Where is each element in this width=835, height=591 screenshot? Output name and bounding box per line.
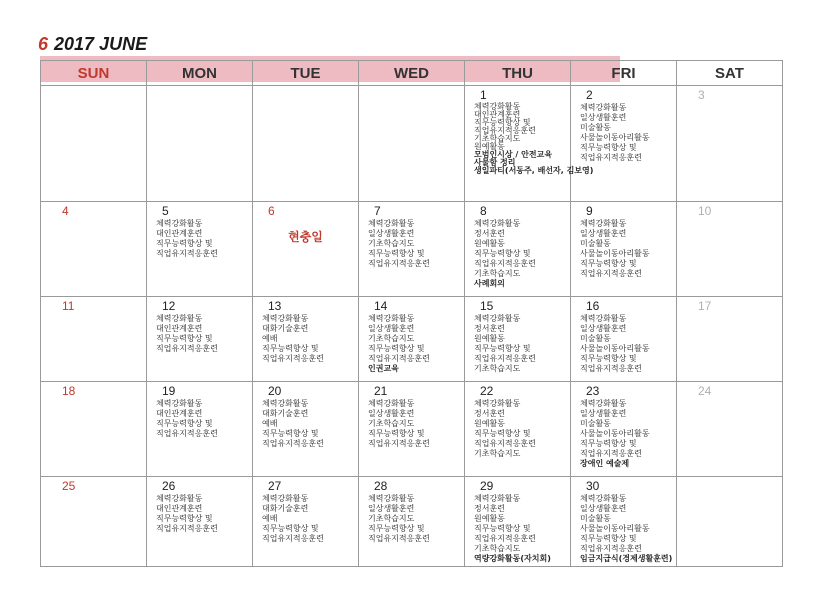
activity-item: 체력강화활동 [474, 102, 521, 111]
activity-item: 기초학습지도 [474, 449, 521, 458]
activity-item: 직업유지적응훈련 [580, 153, 642, 162]
day-cell [465, 477, 571, 567]
day-cell [571, 86, 677, 202]
activity-item: 사물놀이동아리활동 [580, 524, 650, 533]
activity-item: 직업유지적응훈련 [580, 544, 642, 553]
activity-list [256, 399, 355, 449]
day-cell [147, 86, 253, 202]
week-row [41, 86, 783, 202]
day-cell [253, 382, 359, 477]
week-row [41, 382, 783, 477]
activity-item: 직무능력향상 및 [156, 419, 213, 428]
weekday-header-wed: WED [359, 61, 465, 86]
activity-item: 직업유지적응훈련 [580, 449, 642, 458]
activity-item: 인권교육 [368, 364, 399, 373]
day-cell [253, 202, 359, 297]
activity-item: 기초학습지도 [368, 334, 415, 343]
activity-list [150, 494, 249, 534]
activity-item: 원예활동 [474, 142, 505, 151]
day-number: 25 [62, 479, 76, 493]
activity-item: 원예활동 [474, 514, 505, 523]
activity-item: 역량강화활동(자치회) [474, 554, 551, 563]
day-number: 12 [162, 299, 176, 313]
day-cell [677, 477, 783, 567]
activity-item: 직무능력향상 및 [262, 524, 319, 533]
activity-item: 일상생활훈련 [580, 229, 627, 238]
day-cell [571, 202, 677, 297]
activity-item: 직업유지적응훈련 [580, 269, 642, 278]
activity-item: 생일파티(서동주, 배선자, 김보영) [474, 166, 594, 175]
activity-item: 직업유지적응훈련 [474, 354, 536, 363]
activity-item: 직업유지적응훈련 [474, 126, 536, 135]
day-number: 23 [586, 384, 600, 398]
day-number: 13 [268, 299, 282, 313]
day-cell [147, 202, 253, 297]
activity-item: 사물놀이동아리활동 [580, 133, 650, 142]
activity-list [150, 219, 249, 259]
day-cell [41, 297, 147, 382]
day-number: 10 [698, 204, 712, 218]
activity-item: 미술활동 [580, 514, 611, 523]
day-number: 22 [480, 384, 494, 398]
activity-item: 미술활동 [580, 334, 611, 343]
weekday-header-fri: FRI [571, 61, 677, 86]
activity-item: 대인관계훈련 [156, 504, 203, 513]
day-number: 27 [268, 479, 282, 493]
activity-item: 체력강화활동 [368, 494, 415, 503]
activity-item: 체력강화활동 [580, 399, 627, 408]
activity-item: 사물함 정리 [474, 158, 516, 167]
day-number: 15 [480, 299, 494, 313]
activity-item: 직업유지적응훈련 [368, 354, 430, 363]
activity-list [574, 494, 673, 564]
activity-item: 직무능력향상 및 [368, 524, 425, 533]
activity-item: 기초학습지도 [474, 544, 521, 553]
activity-item: 체력강화활동 [474, 314, 521, 323]
day-number: 28 [374, 479, 388, 493]
activity-list [574, 219, 673, 279]
day-cell [41, 477, 147, 567]
activity-list [468, 102, 594, 175]
activity-item: 미술활동 [580, 239, 611, 248]
calendar-body [41, 86, 783, 567]
activity-item: 사례회의 [474, 279, 505, 288]
activity-item: 직무능력향상 및 [580, 439, 637, 448]
activity-item: 체력강화활동 [156, 494, 203, 503]
activity-item: 직무능력향상 및 [262, 429, 319, 438]
activity-list [362, 494, 461, 544]
day-number: 11 [62, 299, 75, 313]
weekday-header-mon: MON [147, 61, 253, 86]
activity-list [574, 314, 673, 374]
activity-item: 직무능력향상 및 [156, 514, 213, 523]
activity-item: 원예활동 [474, 419, 505, 428]
holiday-label: 현충일 [288, 230, 323, 244]
activity-item: 직무능력향상 및 [580, 534, 637, 543]
day-cell [359, 297, 465, 382]
activity-item: 체력강화활동 [368, 399, 415, 408]
activity-item: 직업유지적응훈련 [262, 439, 324, 448]
activity-item: 임금지급식(경제생활훈련) [580, 554, 673, 563]
activity-item: 직업유지적응훈련 [262, 354, 324, 363]
day-cell [465, 382, 571, 477]
activity-item: 직무능력향상 및 [474, 249, 531, 258]
activity-item: 대인관계훈련 [156, 229, 203, 238]
activity-item: 직업유지적응훈련 [156, 344, 218, 353]
day-cell [571, 382, 677, 477]
activity-item: 체력강화활동 [262, 399, 309, 408]
day-cell [359, 86, 465, 202]
activity-item: 일상생활훈련 [368, 229, 415, 238]
activity-item: 직무능력향상 및 [156, 334, 213, 343]
activity-item: 기초학습지도 [368, 419, 415, 428]
day-cell [677, 202, 783, 297]
activity-item: 체력강화활동 [580, 103, 627, 112]
activity-list [150, 399, 249, 439]
activity-item: 체력강화활동 [474, 399, 521, 408]
day-number: 26 [162, 479, 176, 493]
activity-item: 기초학습지도 [368, 514, 415, 523]
activity-item: 직업유지적응훈련 [156, 429, 218, 438]
day-number: 19 [162, 384, 176, 398]
activity-item: 장애인 예술제 [580, 459, 630, 468]
activity-item: 예배 [262, 419, 278, 428]
day-cell [465, 297, 571, 382]
activity-item: 체력강화활동 [474, 494, 521, 503]
day-number: 24 [698, 384, 712, 398]
day-number: 8 [480, 204, 487, 218]
day-cell [359, 477, 465, 567]
activity-item: 체력강화활동 [262, 494, 309, 503]
activity-item: 직무능력향상 및 [474, 524, 531, 533]
day-number: 17 [698, 299, 712, 313]
activity-item: 대인관계훈련 [156, 409, 203, 418]
activity-list [362, 399, 461, 449]
day-number: 30 [586, 479, 600, 493]
day-cell [677, 86, 783, 202]
day-number: 5 [162, 204, 169, 218]
activity-item: 직무능력향상 및 [262, 344, 319, 353]
day-number: 18 [62, 384, 76, 398]
day-number: 4 [62, 204, 69, 218]
day-number: 14 [374, 299, 388, 313]
day-number: 2 [586, 88, 593, 102]
day-number: 21 [374, 384, 388, 398]
day-cell [253, 297, 359, 382]
day-cell [41, 202, 147, 297]
activity-item: 일상생활훈련 [580, 409, 627, 418]
day-number: 6 [268, 204, 275, 218]
activity-item: 기초학습지도 [474, 364, 521, 373]
day-number: 9 [586, 204, 593, 218]
activity-item: 일상생활훈련 [580, 324, 627, 333]
activity-item: 대인관계훈련 [474, 110, 521, 119]
weekday-header-sat: SAT [677, 61, 783, 86]
activity-item: 직업유지적응훈련 [262, 534, 324, 543]
activity-item: 원예활동 [474, 334, 505, 343]
activity-item: 직무능력향상 및 [580, 354, 637, 363]
activity-item: 사물놀이동아리활동 [580, 344, 650, 353]
day-cell [147, 297, 253, 382]
activity-item: 체력강화활동 [580, 494, 627, 503]
activity-item: 모범인시상 / 안전교육 [474, 150, 553, 159]
activity-item: 예배 [262, 514, 278, 523]
activity-item: 예배 [262, 334, 278, 343]
day-cell [571, 297, 677, 382]
activity-item: 직업유지적응훈련 [368, 534, 430, 543]
activity-item: 직무능력향상 및 [474, 429, 531, 438]
activity-item: 직업유지적응훈련 [474, 534, 536, 543]
calendar-title [38, 34, 147, 55]
activity-list [574, 103, 673, 163]
week-row [41, 202, 783, 297]
activity-item: 일상생활훈련 [368, 504, 415, 513]
activity-item: 체력강화활동 [368, 314, 415, 323]
activity-item: 일상생활훈련 [580, 113, 627, 122]
day-number: 7 [374, 204, 381, 218]
activity-item: 체력강화활동 [580, 219, 627, 228]
day-cell [465, 202, 571, 297]
weekday-header-row [41, 61, 783, 86]
activity-item: 원예활동 [474, 239, 505, 248]
activity-item: 대화기술훈련 [262, 409, 309, 418]
activity-list [468, 399, 567, 459]
activity-list [468, 314, 567, 374]
day-number: 1 [480, 88, 487, 102]
day-number: 29 [480, 479, 494, 493]
week-row [41, 477, 783, 567]
activity-item: 직업유지적응훈련 [368, 439, 430, 448]
activity-item: 직업유지적응훈련 [474, 439, 536, 448]
year-month-label: 2017 JUNE [54, 34, 148, 54]
activity-item: 미술활동 [580, 419, 611, 428]
day-cell [253, 477, 359, 567]
day-cell [253, 86, 359, 202]
activity-item: 직무능력향상 및 [474, 118, 531, 127]
activity-item: 체력강화활동 [474, 219, 521, 228]
activity-item: 체력강화활동 [368, 219, 415, 228]
activity-item: 기초학습지도 [474, 134, 521, 143]
activity-item: 일상생활훈련 [368, 409, 415, 418]
activity-item: 직업유지적응훈련 [156, 524, 218, 533]
calendar-grid [40, 60, 783, 567]
month-number: 6 [38, 34, 49, 54]
day-cell [359, 202, 465, 297]
day-cell [147, 382, 253, 477]
activity-item: 체력강화활동 [156, 399, 203, 408]
activity-item: 대화기술훈련 [262, 504, 309, 513]
weekday-header-thu: THU [465, 61, 571, 86]
day-cell [41, 382, 147, 477]
activity-item: 대인관계훈련 [156, 324, 203, 333]
day-cell [677, 297, 783, 382]
activity-item: 기초학습지도 [474, 269, 521, 278]
activity-item: 일상생활훈련 [368, 324, 415, 333]
activity-item: 정서훈련 [474, 324, 505, 333]
day-cell [359, 382, 465, 477]
activity-list [362, 219, 461, 269]
activity-item: 사물놀이동아리활동 [580, 429, 650, 438]
activity-item: 직무능력향상 및 [368, 249, 425, 258]
activity-item: 체력강화활동 [156, 314, 203, 323]
day-cell [147, 477, 253, 567]
day-number: 20 [268, 384, 282, 398]
activity-list [150, 314, 249, 354]
activity-item: 기초학습지도 [368, 239, 415, 248]
day-cell [41, 86, 147, 202]
activity-item: 미술활동 [580, 123, 611, 132]
activity-item: 직무능력향상 및 [156, 239, 213, 248]
activity-item: 정서훈련 [474, 504, 505, 513]
day-cell [677, 382, 783, 477]
activity-list [256, 314, 355, 364]
activity-item: 일상생활훈련 [580, 504, 627, 513]
activity-item: 사물놀이동아리활동 [580, 249, 650, 258]
week-row [41, 297, 783, 382]
activity-item: 직무능력향상 및 [580, 143, 637, 152]
activity-item: 체력강화활동 [580, 314, 627, 323]
activity-list [468, 494, 567, 564]
activity-list [574, 399, 673, 469]
day-cell [465, 86, 594, 202]
activity-item: 직무능력향상 및 [580, 259, 637, 268]
day-number: 3 [698, 88, 705, 102]
weekday-header-sun: SUN [41, 61, 147, 86]
activity-item: 대화기술훈련 [262, 324, 309, 333]
activity-item: 직업유지적응훈련 [580, 364, 642, 373]
day-cell [571, 477, 677, 567]
activity-item: 체력강화활동 [156, 219, 203, 228]
activity-item: 직업유지적응훈련 [474, 259, 536, 268]
activity-item: 직무능력향상 및 [368, 344, 425, 353]
activity-item: 직업유지적응훈련 [156, 249, 218, 258]
day-number: 16 [586, 299, 600, 313]
activity-list [362, 314, 461, 374]
activity-item: 체력강화활동 [262, 314, 309, 323]
activity-item: 정서훈련 [474, 409, 505, 418]
activity-item: 직무능력향상 및 [474, 344, 531, 353]
activity-list [468, 219, 567, 289]
activity-item: 직무능력향상 및 [368, 429, 425, 438]
activity-list [256, 494, 355, 544]
activity-item: 정서훈련 [474, 229, 505, 238]
weekday-header-tue: TUE [253, 61, 359, 86]
activity-item: 직업유지적응훈련 [368, 259, 430, 268]
